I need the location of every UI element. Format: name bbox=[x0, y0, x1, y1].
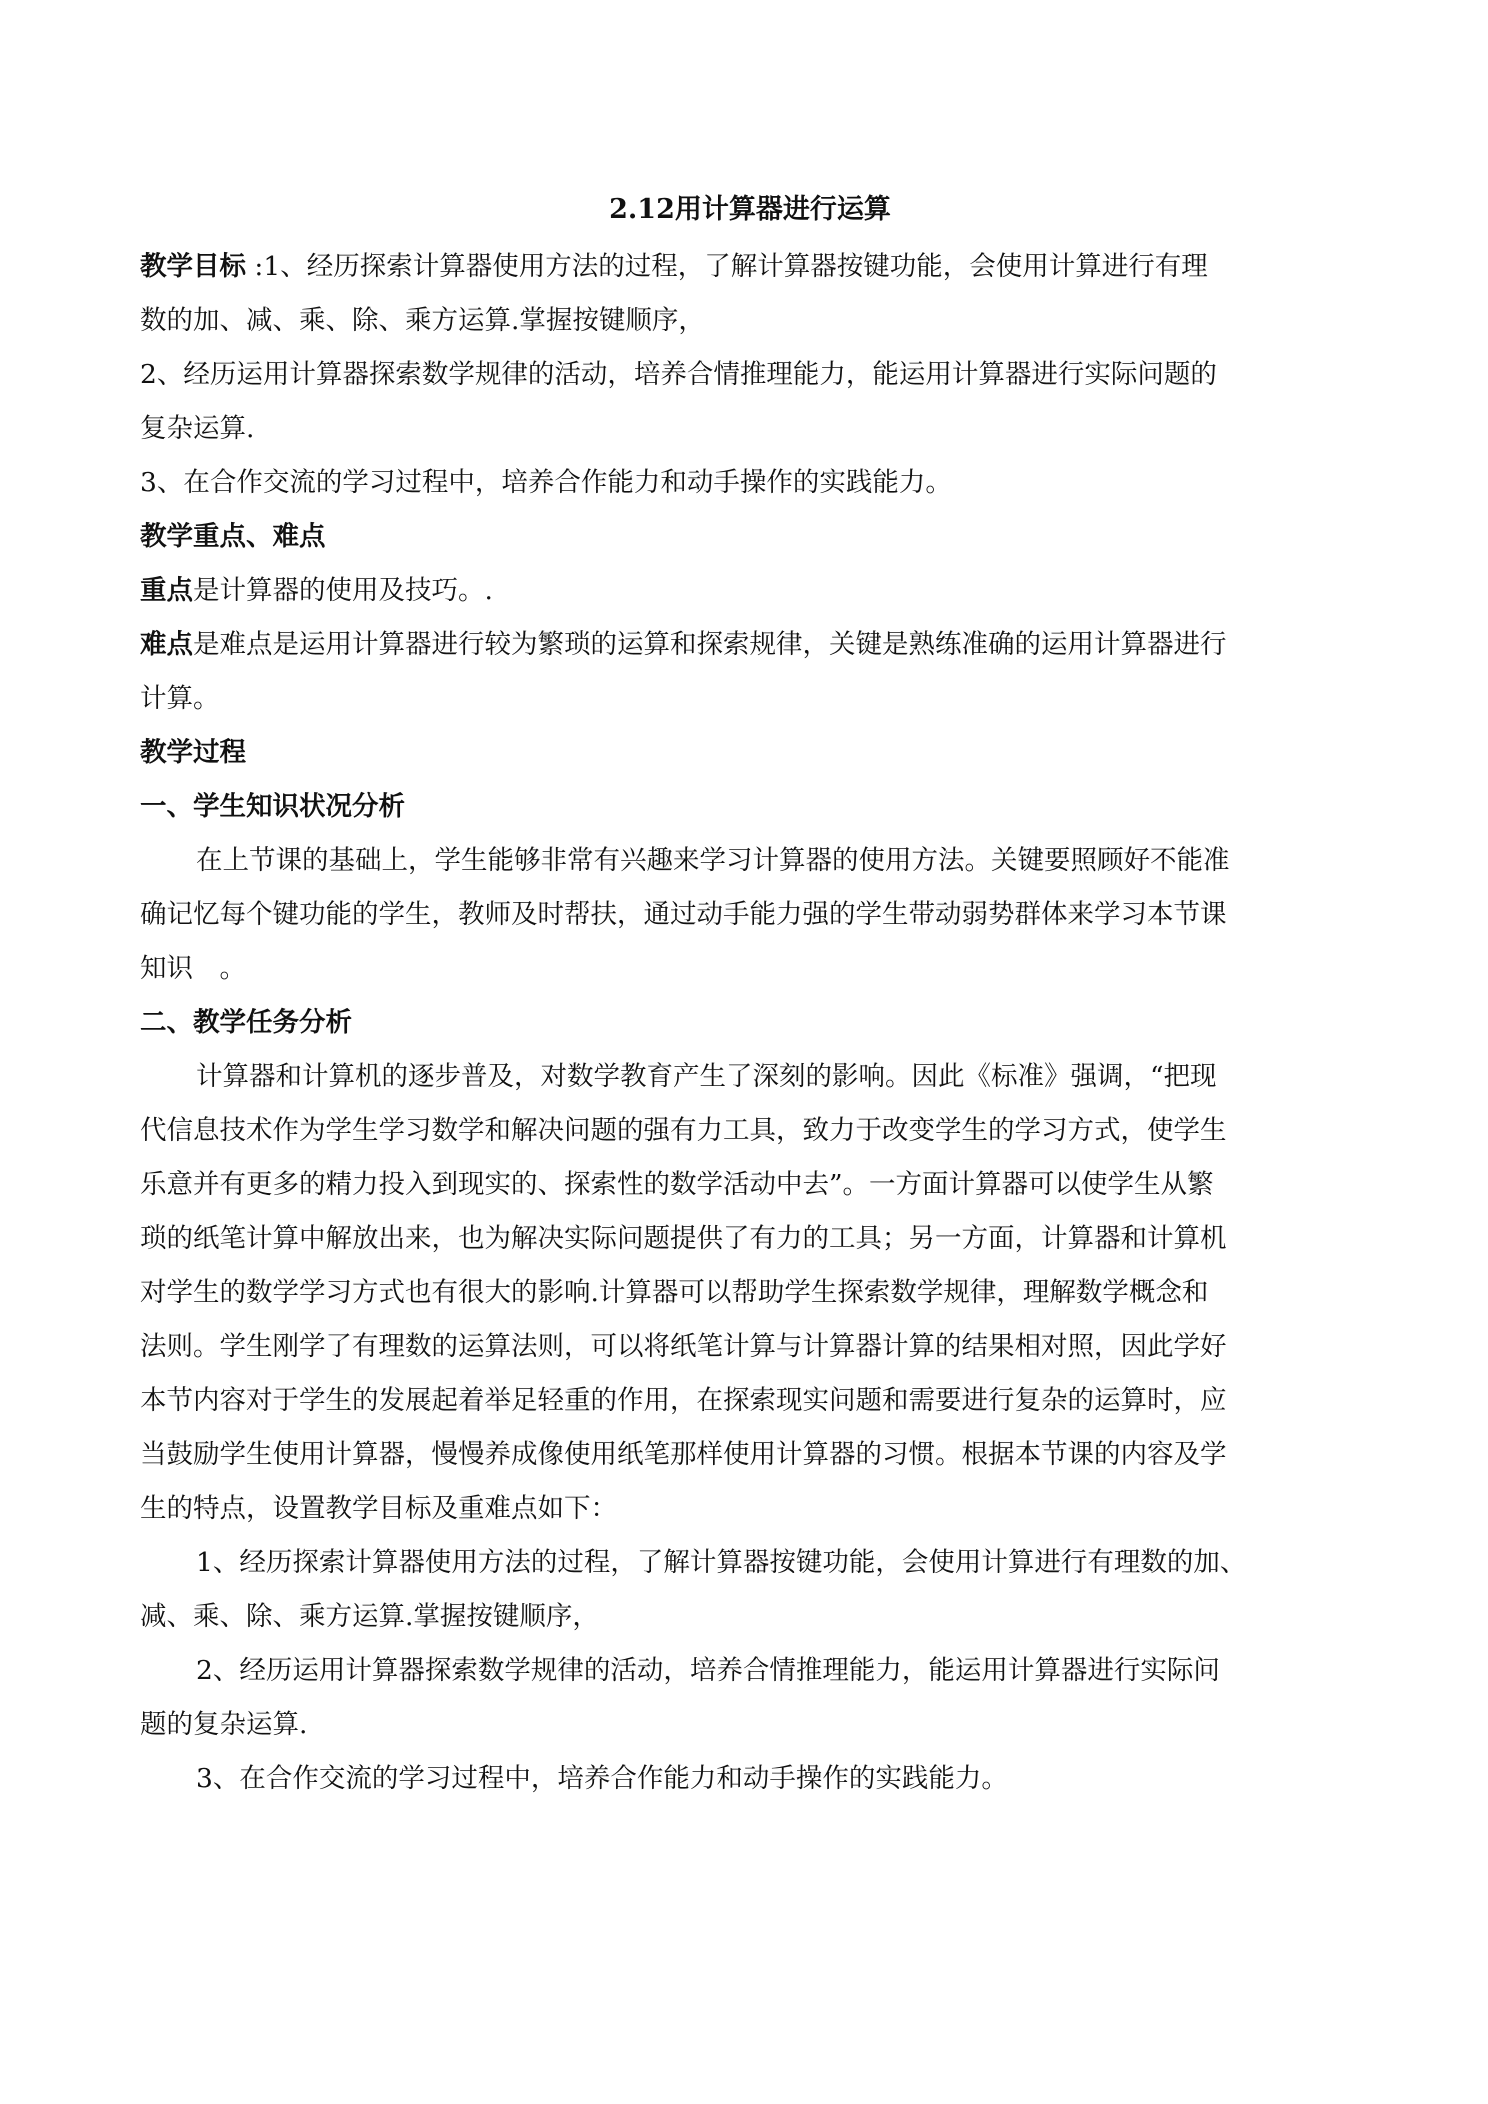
section-2-heading: 二、教学任务分析 bbox=[140, 1007, 352, 1038]
section-2-paragraph-line: 代信息技术作为学生学习数学和解决问题的强有力工具，致力于改变学生的学习方式，使学生 bbox=[140, 1115, 1227, 1146]
objective-1-continued: 数的加、减、乘、除、乘方运算.掌握按键顺序， bbox=[140, 305, 705, 336]
process-heading: 教学过程 bbox=[140, 737, 246, 768]
objective-3-text: 3、在合作交流的学习过程中，培养合作能力和动手操作的实践能力。 bbox=[140, 467, 952, 498]
section-2-paragraph-line: 乐意并有更多的精力投入到现实的、探索性的数学活动中去”。一方面计算器可以使学生从繁 bbox=[140, 1169, 1214, 1200]
document-title: 2.12用计算器进行运算 bbox=[609, 194, 891, 225]
objective-1-text: 1、经历探索计算器使用方法的过程，了解计算器按键功能，会使用计算进行有理 bbox=[263, 251, 1208, 282]
key-points-heading: 教学重点、难点 bbox=[140, 521, 326, 552]
difficulty-text: 是难点是运用计算器进行较为繁琐的运算和探索规律，关键是熟练准确的运用计算器进行 bbox=[193, 629, 1227, 660]
objective-2-text: 2、经历运用计算器探索数学规律的活动，培养合情推理能力，能运用计算器进行实际问题的 bbox=[140, 359, 1217, 390]
section-2-paragraph-line: 生的特点，设置教学目标及重难点如下： bbox=[140, 1493, 617, 1524]
goal-1-text: 1、经历探索计算器使用方法的过程，了解计算器按键功能，会使用计算进行有理数的加、 bbox=[196, 1547, 1247, 1578]
goal-1-continued: 减、乘、除、乘方运算.掌握按键顺序， bbox=[140, 1601, 599, 1632]
difficulty-continued: 计算。 bbox=[140, 683, 220, 714]
goal-2-text: 2、经历运用计算器探索数学规律的活动，培养合情推理能力，能运用计算器进行实际问 bbox=[196, 1655, 1220, 1686]
section-1-paragraph-line: 在上节课的基础上，学生能够非常有兴趣来学习计算器的使用方法。关键要照顾好不能准 bbox=[196, 845, 1230, 876]
section-2-paragraph-line: 本节内容对于学生的发展起着举足轻重的作用，在探索现实问题和需要进行复杂的运算时，应 bbox=[140, 1385, 1227, 1416]
section-2-paragraph-line: 琐的纸笔计算中解放出来，也为解决实际问题提供了有力的工具；另一方面，计算器和计算机 bbox=[140, 1223, 1227, 1254]
objectives-separator: : bbox=[246, 251, 264, 282]
key-point-line bbox=[140, 564, 1360, 618]
section-2-paragraph-line: 当鼓励学生使用计算器，慢慢养成像使用纸笔那样使用计算器的习惯。根据本节课的内容及学 bbox=[140, 1439, 1227, 1470]
objectives-line-1 bbox=[140, 240, 1360, 294]
key-point-text: 是计算器的使用及技巧。. bbox=[193, 575, 493, 606]
section-2-paragraph-line: 计算器和计算机的逐步普及，对数学教育产生了深刻的影响。因此《标准》强调，“把现 bbox=[196, 1061, 1217, 1092]
goal-3-text: 3、在合作交流的学习过程中，培养合作能力和动手操作的实践能力。 bbox=[196, 1763, 1008, 1794]
difficulty-line bbox=[140, 618, 1360, 672]
objectives-label: 教学目标 bbox=[140, 251, 246, 282]
section-1-heading: 一、学生知识状况分析 bbox=[140, 791, 405, 822]
difficulty-label: 难点 bbox=[140, 629, 193, 660]
section-2-paragraph-line: 法则。学生刚学了有理数的运算法则，可以将纸笔计算与计算器计算的结果相对照，因此学好 bbox=[140, 1331, 1227, 1362]
section-1-paragraph-line: 知识 。 bbox=[140, 953, 246, 984]
goal-2-continued: 题的复杂运算. bbox=[140, 1709, 308, 1740]
document-page bbox=[140, 180, 1360, 1806]
objective-2-continued: 复杂运算. bbox=[140, 413, 255, 444]
key-point-label: 重点 bbox=[140, 575, 193, 606]
section-2-paragraph-line: 对学生的数学学习方式也有很大的影响.计算器可以帮助学生探索数学规律，理解数学概念和 bbox=[140, 1277, 1209, 1308]
section-1-paragraph-line: 确记忆每个键功能的学生，教师及时帮扶，通过动手能力强的学生带动弱势群体来学习本节课 bbox=[140, 899, 1227, 930]
